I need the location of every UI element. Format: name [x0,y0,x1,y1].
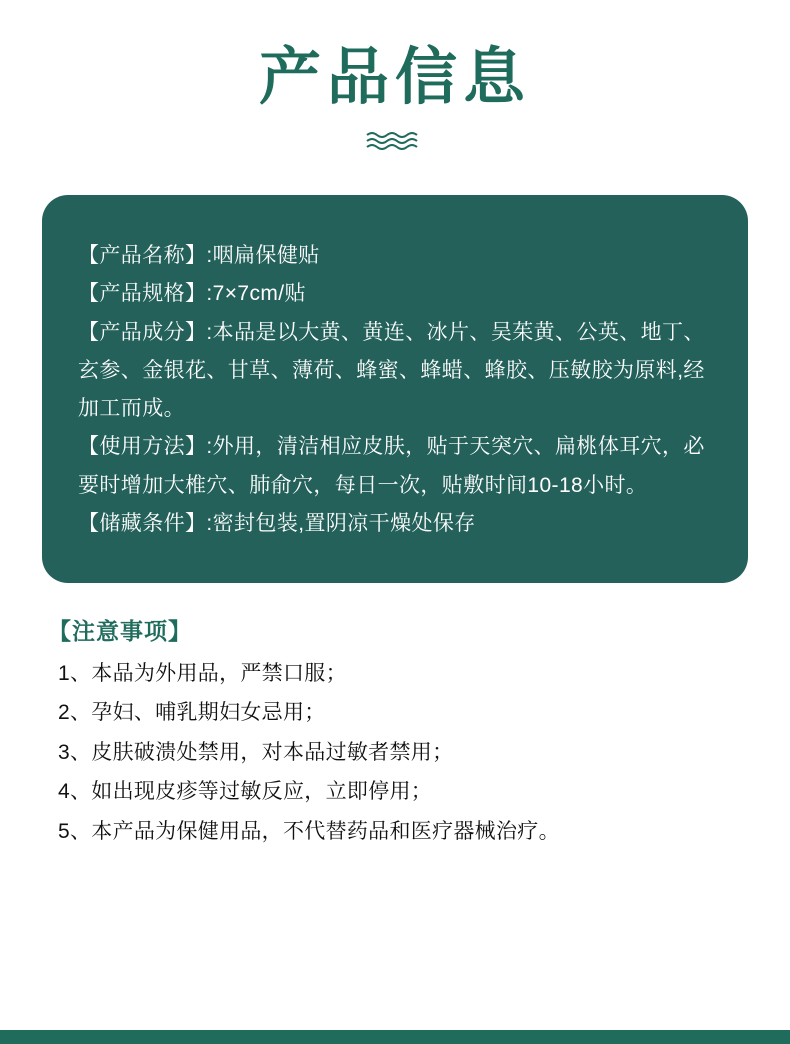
info-line-usage: 【使用方法】:外用，清洁相应皮肤，贴于天突穴、扁桃体耳穴，必要时增加大椎穴、肺俞穴，每日一次，贴敷时间10-18小时。 [78,435,705,497]
wave-divider-icon [365,130,425,152]
info-line-ingredients: 【产品成分】:本品是以大黄、黄连、冰片、吴茱黄、公英、地丁、玄参、金银花、甘草、薄荷、蜂蜜、蜂蜡、蜂胶、压敏胶为原料,经加工而成。 [78,320,705,421]
product-info-card [42,195,748,583]
info-line-spec: 【产品规格】:7×7cm/贴 [78,282,306,306]
notice-list [48,654,748,851]
info-line-storage: 【储藏条件】:密封包装,置阴凉干燥处保存 [78,511,476,535]
page-title: 产品信息 [258,43,531,112]
list-item: 3、皮肤破溃处禁用，对本品过敏者禁用； [58,740,454,764]
notice-section [48,613,748,851]
list-item: 5、本产品为保健用品，不代替药品和医疗器械治疗。 [58,819,560,843]
list-item: 1、本品为外用品，严禁口服； [58,661,347,685]
list-item: 2、孕妇、哺乳期妇女忌用； [58,701,326,725]
info-line-name: 【产品名称】:咽扁保健贴 [78,244,320,268]
notice-title: 【注意事项】 [48,617,192,644]
footer-bar [0,1030,790,1044]
list-item: 4、如出现皮疹等过敏反应，立即停用； [58,780,433,804]
page-header [0,0,790,157]
